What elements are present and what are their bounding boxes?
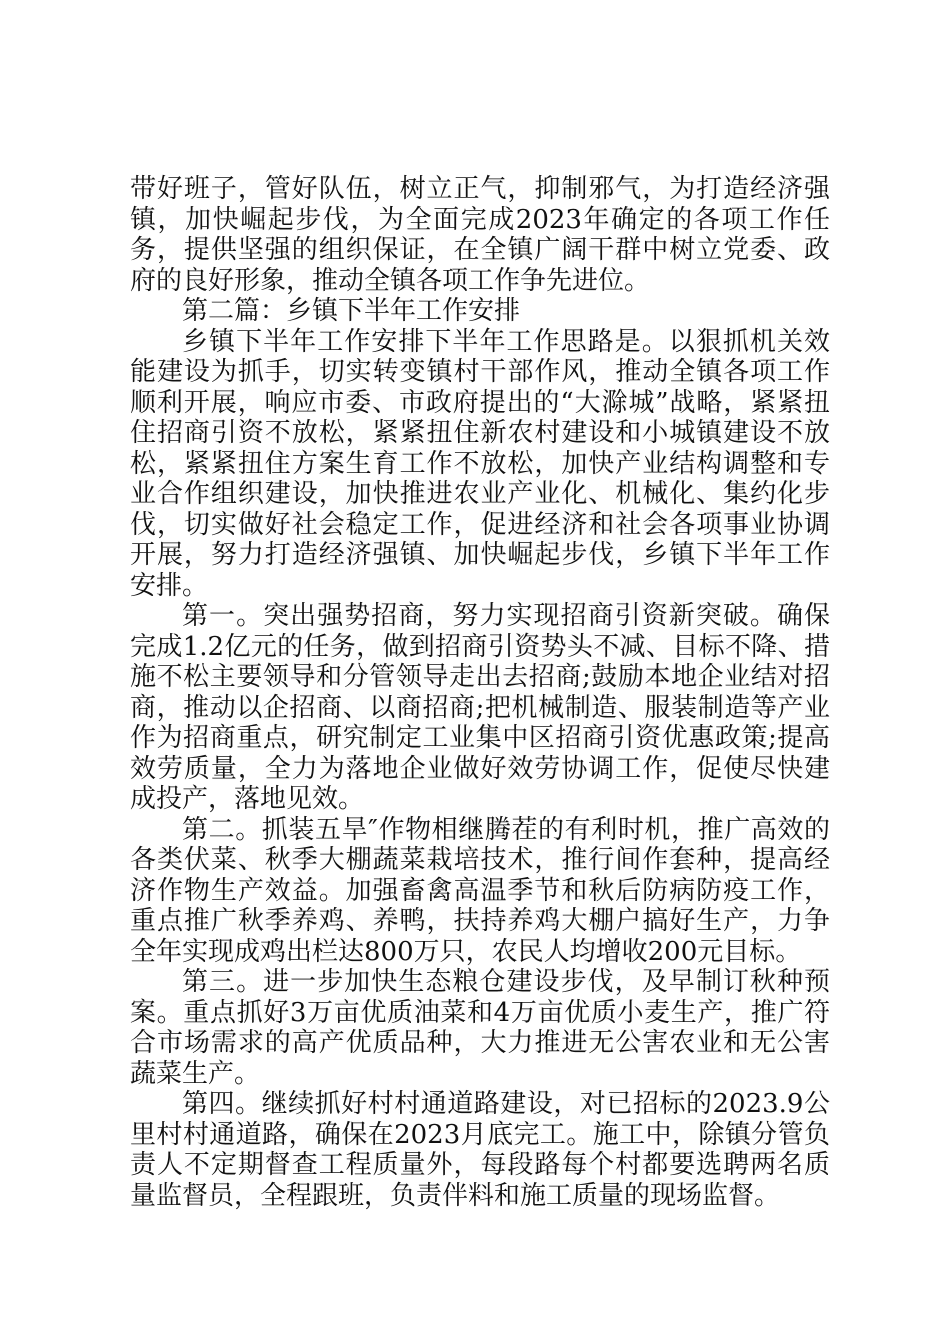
section-heading: 第二篇：乡镇下半年工作安排 [182, 296, 521, 326]
document-body [130, 174, 830, 1211]
paragraph-item-4: 第四。继续抓好村村通道路建设，对已招标的2023.9公里村村通道路，确保在2023月底完工。施工中，除镇分管负责人不定期督查工程质量外，每段路每个村都要选聘两名质量监督员，全程跟班，负责伴料和施工质量的现场监督。 [130, 1089, 830, 1211]
paragraph-overview: 乡镇下半年工作安排下半年工作思路是。以狠抓机关效能建设为抓手，切实转变镇村干部作风，推动全镇各项工作顺利开展，响应市委、市政府提出的“大滁城”战略，紧紧扭住招商引资不放松，紧紧扭住新农村建设和小城镇建设不放松，紧紧扭住方案生育工作不放松，加快产业结构调整和专业合作组织建设，加快推进农业产业化、机械化、集约化步伐，切实做好社会稳定工作，促进经济和社会各项事业协调开展，努力打造经济强镇、加快崛起步伐，乡镇下半年工作安排。 [130, 326, 830, 601]
paragraph-item-3: 第三。进一步加快生态粮仓建设步伐，及早制订秋种预案。重点抓好3万亩优质油菜和4万亩优质小麦生产，推广符合市场需求的高产优质品种，大力推进无公害农业和无公害蔬菜生产。 [130, 967, 830, 1089]
paragraph-item-1: 第一。突出强势招商，努力实现招商引资新突破。确保完成1.2亿元的任务，做到招商引资势头不减、目标不降、措施不松主要领导和分管领导走出去招商;鼓励本地企业结对招商，推动以企招商、以商招商;把机械制造、服装制造等产业作为招商重点，研究制定工业集中区招商引资优惠政策;提高效劳质量，全力为落地企业做好效劳协调工作，促使尽快建成投产，落地见效。 [130, 601, 830, 814]
paragraph-item-2: 第二。抓装五旱″作物相继腾茬的有利时机，推广高效的各类伏菜、秋季大棚蔬菜栽培技术，推行间作套种，提高经济作物生产效益。加强畜禽高温季节和秋后防病防疫工作，重点推广秋季养鸡、养鸭，扶持养鸡大棚户搞好生产，力争全年实现成鸡出栏达800万只，农民人均增收200元目标。 [130, 814, 830, 967]
paragraph-continuation: 带好班子，管好队伍，树立正气，抑制邪气，为打造经济强镇，加快崛起步伐，为全面完成2023年确定的各项工作任务，提供坚强的组织保证，在全镇广阔干群中树立党委、政府的良好形象，推动全镇各项工作争先进位。 [130, 174, 830, 296]
